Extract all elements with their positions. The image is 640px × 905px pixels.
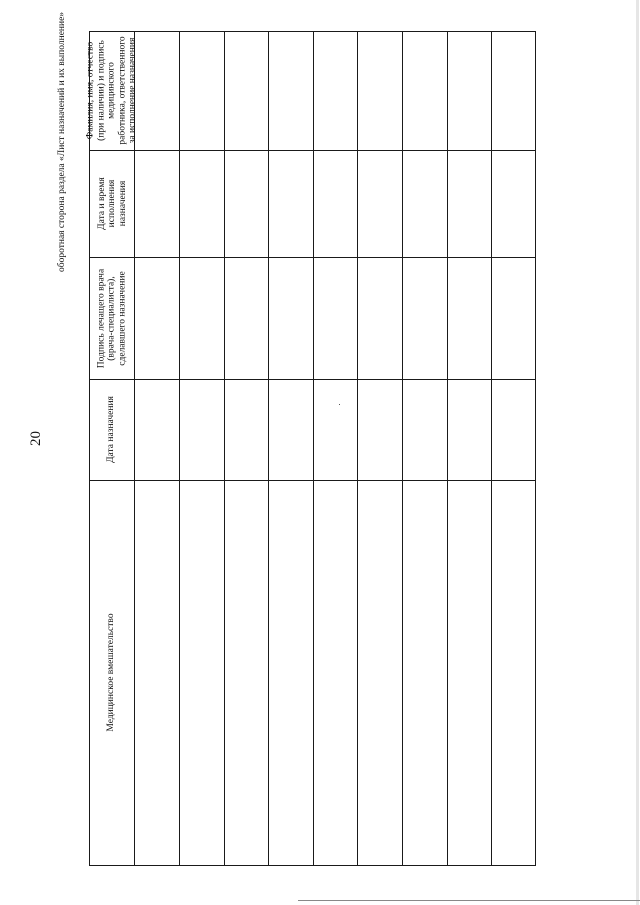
page-number: 20 [28,431,44,446]
bottom-scan-line [298,900,640,901]
row-divider [402,31,403,866]
row-divider [447,31,448,866]
scan-edge [636,0,639,905]
row-divider [313,31,314,866]
row-divider [491,31,492,866]
table-border-bottom [89,865,536,866]
row-divider [179,31,180,866]
header-responsive-worker: Фамилия, имя, отчество (при наличии) и подпись медицинского работника, ответственного за исполнение назначения [85,36,138,145]
row-divider [224,31,225,866]
header-medical-intervention: Медицинское вмешательство [106,613,117,732]
column-divider [89,480,536,481]
column-divider [89,379,536,380]
column-divider [89,150,536,151]
header-doctor-signature: Подпись лечащего врача (врача-специалиста), сделавшего назначение [96,268,128,369]
row-divider [268,31,269,866]
section-caption: оборотная сторона раздела «Лист назначений и их выполнение» [57,11,67,272]
table-border-top [89,31,536,32]
column-divider [89,257,536,258]
row-divider [357,31,358,866]
table-border-right [535,31,536,866]
header-prescription-date: Дата назначения [106,396,117,463]
header-execution-datetime: Дата и время исполнения назначения [96,177,128,230]
scan-speck [339,404,340,405]
